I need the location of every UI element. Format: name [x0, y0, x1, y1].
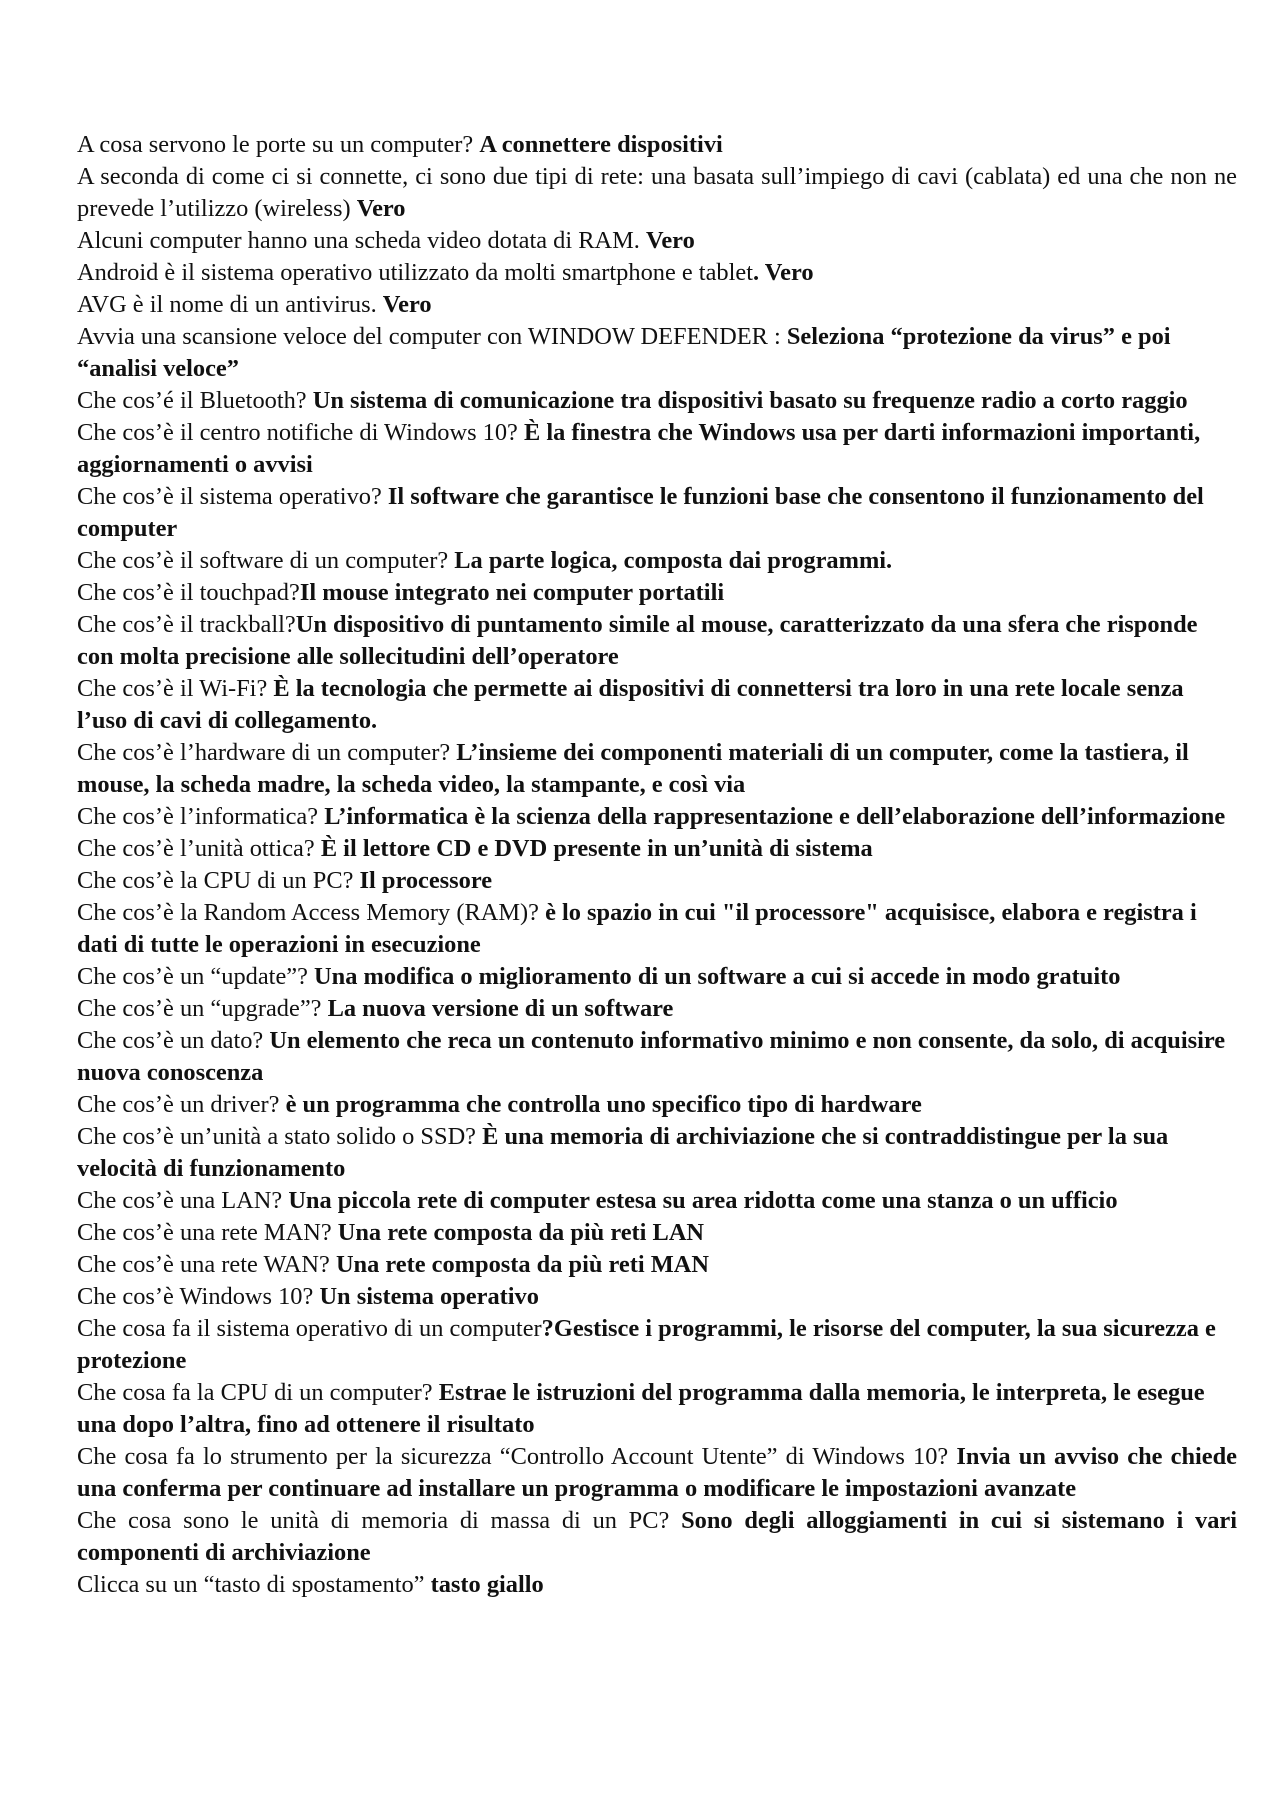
qa-item [77, 1185, 1237, 1217]
qa-list [77, 129, 1237, 1601]
question-text: Che cos’è un dato? [77, 1027, 270, 1054]
answer-text: Un dispositivo di puntamento simile al mouse, caratterizzato da una sfera che risponde con molta precisione alle sollecitudini dell’operatore [77, 611, 1198, 670]
question-text: Che cos’è un driver? [77, 1091, 286, 1118]
qa-item [77, 481, 1237, 545]
question-text: Che cos’è un “update”? [77, 963, 315, 990]
qa-item [77, 1089, 1237, 1121]
answer-text: È la finestra che Windows usa per darti informazioni importanti, aggiornamenti o avvisi [77, 419, 1201, 478]
qa-item [77, 833, 1237, 865]
answer-text: La parte logica, composta dai programmi. [454, 547, 893, 574]
answer-text: Vero [382, 291, 432, 318]
qa-item [77, 737, 1237, 801]
qa-item [77, 577, 1237, 609]
question-text: Che cos’è l’unità ottica? [77, 835, 321, 862]
answer-text: Un sistema operativo [319, 1283, 539, 1310]
question-text: Che cosa fa lo strumento per la sicurezza “Controllo Account Utente” di Windows 10? [77, 1443, 957, 1470]
qa-item [77, 321, 1237, 385]
answer-text: È una memoria di archiviazione che si contraddistingue per la sua velocità di funzionamento [77, 1123, 1169, 1182]
qa-item [77, 1441, 1237, 1505]
qa-item [77, 1377, 1237, 1441]
question-text: Che cos’è una rete WAN? [77, 1251, 336, 1278]
question-text: Che cos’è l’hardware di un computer? [77, 739, 457, 766]
question-text: Che cos’è la Random Access Memory (RAM)? [77, 899, 546, 926]
answer-text: A connettere dispositivi [479, 131, 723, 158]
answer-text: tasto giallo [430, 1571, 544, 1598]
question-text: Che cos’è una rete MAN? [77, 1219, 338, 1246]
question-text: Che cos’è il centro notifiche di Windows 10? [77, 419, 524, 446]
question-text: Che cosa sono le unità di memoria di massa di un PC? [77, 1507, 682, 1534]
answer-text: è lo spazio in cui "il processore" acquisisce, elabora e registra i dati di tutte le operazioni in esecuzione [77, 899, 1197, 958]
qa-item [77, 289, 1237, 321]
qa-item [77, 1025, 1237, 1089]
qa-item [77, 961, 1237, 993]
answer-text: È il lettore CD e DVD presente in un’unità di sistema [320, 835, 873, 862]
answer-text: Seleziona “protezione da virus” e poi “analisi veloce” [77, 323, 1171, 382]
qa-item [77, 801, 1237, 833]
question-text: Avvia una scansione veloce del computer con WINDOW DEFENDER : [77, 323, 787, 350]
question-text: Che cos’è il trackball? [77, 611, 296, 638]
qa-item [77, 417, 1237, 481]
answer-text: Una piccola rete di computer estesa su area ridotta come una stanza o un ufficio [288, 1187, 1118, 1214]
answer-text: Invia un avviso che chiede una conferma per continuare ad installare un programma o modificare le impostazioni avanzate [77, 1443, 1237, 1502]
question-text: Che cos’è il Wi-Fi? [77, 675, 274, 702]
question-text: Che cos’è Windows 10? [77, 1283, 320, 1310]
answer-text: Una rete composta da più reti MAN [335, 1251, 709, 1278]
qa-item [77, 1217, 1237, 1249]
qa-item [77, 673, 1237, 737]
qa-item [77, 385, 1237, 417]
qa-item [77, 993, 1237, 1025]
qa-item [77, 609, 1237, 673]
question-text: Che cos’è un’unità a stato solido o SSD? [77, 1123, 483, 1150]
answer-text: Un sistema di comunicazione tra dispositivi basato su frequenze radio a corto raggio [312, 387, 1188, 414]
qa-item [77, 1121, 1237, 1185]
qa-item [77, 1313, 1237, 1377]
answer-text: . Vero [752, 259, 814, 286]
qa-item [77, 161, 1237, 225]
answer-text: Estrae le istruzioni del programma dalla memoria, le interpreta, le esegue una dopo l’altra, fino ad ottenere il risultato [77, 1379, 1205, 1438]
answer-text: L’informatica è la scienza della rappresentazione e dell’elaborazione dell’informazione [324, 803, 1226, 830]
answer-text: Sono degli alloggiamenti in cui si sistemano i vari componenti di archiviazione [77, 1507, 1237, 1566]
question-text: Che cos’è il sistema operativo? [77, 483, 388, 510]
qa-item [77, 129, 1237, 161]
question-text: AVG è il nome di un antivirus. [77, 291, 383, 318]
question-text: Android è il sistema operativo utilizzato da molti smartphone e tablet [77, 259, 753, 286]
question-text: Che cosa fa la CPU di un computer? [77, 1379, 439, 1406]
question-text: Che cos’è un “upgrade”? [77, 995, 328, 1022]
question-text: Che cos’è la CPU di un PC? [77, 867, 360, 894]
answer-text: è un programma che controlla uno specifico tipo di hardware [285, 1091, 922, 1118]
answer-text: È la tecnologia che permette ai dispositivi di connettersi tra loro in una rete locale senza l’uso di cavi di collegamento. [77, 675, 1184, 734]
question-text: Clicca su un “tasto di spostamento” [77, 1571, 431, 1598]
answer-text: La nuova versione di un software [327, 995, 674, 1022]
question-text: Che cos’è il software di un computer? [77, 547, 455, 574]
answer-text: L’insieme dei componenti materiali di un computer, come la tastiera, il mouse, la scheda madre, la scheda video, la stampante, e così via [77, 739, 1189, 798]
qa-item [77, 1505, 1237, 1569]
qa-item [77, 1281, 1237, 1313]
qa-item [77, 865, 1237, 897]
qa-item [77, 545, 1237, 577]
question-text: Che cos’é il Bluetooth? [77, 387, 313, 414]
answer-text: Un elemento che reca un contenuto informativo minimo e non consente, da solo, di acquisire nuova conoscenza [77, 1027, 1226, 1086]
qa-item [77, 1249, 1237, 1281]
answer-text: Il processore [359, 867, 493, 894]
answer-text: ?Gestisce i programmi, le risorse del computer, la sua sicurezza e protezione [77, 1315, 1216, 1374]
question-text: Che cos’è una LAN? [77, 1187, 289, 1214]
answer-text: Vero [356, 195, 406, 222]
question-text: Alcuni computer hanno una scheda video dotata di RAM. [77, 227, 646, 254]
answer-text: Una modifica o miglioramento di un software a cui si accede in modo gratuito [314, 963, 1121, 990]
qa-item [77, 897, 1237, 961]
question-text: A seconda di come ci si connette, ci sono due tipi di rete: una basata sull’impiego di cavi (cablata) ed una che non ne prevede l’utilizzo (wireless) [77, 163, 1237, 222]
qa-item [77, 1569, 1237, 1601]
question-text: Che cos’è il touchpad? [77, 579, 300, 606]
answer-text: Il mouse integrato nei computer portatili [299, 579, 725, 606]
qa-item [77, 257, 1237, 289]
qa-item [77, 225, 1237, 257]
question-text: A cosa servono le porte su un computer? [77, 131, 480, 158]
answer-text: Una rete composta da più reti LAN [337, 1219, 705, 1246]
answer-text: Vero [645, 227, 695, 254]
question-text: Che cos’è l’informatica? [77, 803, 325, 830]
answer-text: Il software che garantisce le funzioni base che consentono il funzionamento del computer [77, 483, 1204, 542]
question-text: Che cosa fa il sistema operativo di un computer [77, 1315, 542, 1342]
